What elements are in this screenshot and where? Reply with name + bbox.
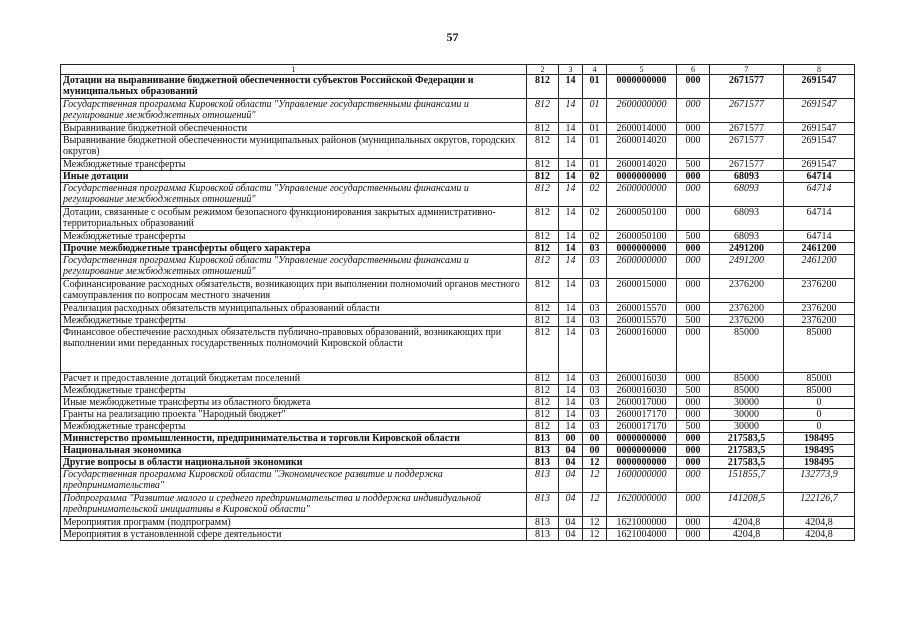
row-amount-year2: 122126,7: [784, 493, 855, 517]
row-expense-type: 000: [677, 171, 710, 183]
row-name: Министерство промышленности, предпринимательства и торговли Кировской области: [61, 433, 527, 445]
table-row: [61, 207, 855, 231]
row-subsection: 03: [583, 397, 607, 409]
row-expense-type: 000: [677, 457, 710, 469]
row-section: 14: [559, 231, 583, 243]
row-admin-code: 813: [527, 469, 559, 493]
row-expense-type: 000: [677, 445, 710, 457]
row-name: Выравнивание бюджетной обеспеченности: [61, 123, 527, 135]
row-amount-year1: 2671577: [710, 135, 784, 159]
column-header: 5: [607, 65, 677, 75]
row-expense-type: 500: [677, 385, 710, 397]
row-admin-code: 812: [527, 315, 559, 327]
row-amount-year1: 2671577: [710, 99, 784, 123]
row-section: 14: [559, 243, 583, 255]
table-row: [61, 433, 855, 445]
row-subsection: 12: [583, 469, 607, 493]
row-amount-year1: 151855,7: [710, 469, 784, 493]
row-admin-code: 812: [527, 279, 559, 303]
row-amount-year2: 64714: [784, 231, 855, 243]
row-name: Расчет и предоставление дотаций бюджетам поселений: [61, 373, 527, 385]
table-row: [61, 385, 855, 397]
row-subsection: 03: [583, 315, 607, 327]
row-target-code: 0000000000: [607, 243, 677, 255]
row-name: Межбюджетные трансферты: [61, 421, 527, 433]
row-amount-year1: 217583,5: [710, 445, 784, 457]
row-subsection: 02: [583, 183, 607, 207]
row-amount-year1: 2671577: [710, 75, 784, 99]
row-subsection: 03: [583, 421, 607, 433]
row-expense-type: 000: [677, 279, 710, 303]
row-name: Подпрограмма "Развитие малого и среднего предпринимательства и поддержка индивидуальной предпринимательской инициативы в Кировской области": [61, 493, 527, 517]
table-row: [61, 135, 855, 159]
row-name: Межбюджетные трансферты: [61, 231, 527, 243]
row-amount-year2: 2461200: [784, 243, 855, 255]
row-amount-year1: 68093: [710, 183, 784, 207]
row-section: 04: [559, 517, 583, 529]
row-target-code: 0000000000: [607, 433, 677, 445]
row-target-code: 2600000000: [607, 255, 677, 279]
row-subsection: 12: [583, 457, 607, 469]
row-target-code: 0000000000: [607, 171, 677, 183]
row-amount-year2: 2376200: [784, 279, 855, 303]
row-name: Государственная программа Кировской области "Управление государственными финансами и регулирование межбюджетных отношений": [61, 183, 527, 207]
row-name: Реализация расходных обязательств муниципальных образований области: [61, 303, 527, 315]
row-section: 14: [559, 171, 583, 183]
row-section: 14: [559, 75, 583, 99]
row-subsection: 03: [583, 373, 607, 385]
table-row: [61, 255, 855, 279]
row-amount-year1: 85000: [710, 385, 784, 397]
table-row: [61, 409, 855, 421]
row-subsection: 12: [583, 517, 607, 529]
row-subsection: 01: [583, 123, 607, 135]
table-row: [61, 171, 855, 183]
table-row: [61, 303, 855, 315]
row-name: Государственная программа Кировской области "Управление государственными финансами и регулирование межбюджетных отношений": [61, 255, 527, 279]
row-section: 14: [559, 409, 583, 421]
row-admin-code: 812: [527, 183, 559, 207]
row-amount-year1: 2491200: [710, 255, 784, 279]
row-amount-year2: 2376200: [784, 303, 855, 315]
row-amount-year1: 85000: [710, 373, 784, 385]
row-section: 14: [559, 207, 583, 231]
row-amount-year1: 2671577: [710, 159, 784, 171]
row-section: 14: [559, 255, 583, 279]
row-admin-code: 812: [527, 255, 559, 279]
column-header: 6: [677, 65, 710, 75]
row-admin-code: 812: [527, 135, 559, 159]
table-row: [61, 469, 855, 493]
row-section: 00: [559, 433, 583, 445]
row-amount-year2: 2691547: [784, 75, 855, 99]
row-name: Финансовое обеспечение расходных обязательств публично-правовых образований, возникающих при выполнении ими переданных государственных полномочий Кировской области: [61, 327, 527, 373]
row-admin-code: 813: [527, 493, 559, 517]
row-expense-type: 000: [677, 255, 710, 279]
row-amount-year2: 4204,8: [784, 517, 855, 529]
row-admin-code: 813: [527, 457, 559, 469]
row-subsection: 03: [583, 243, 607, 255]
row-target-code: 2600017170: [607, 409, 677, 421]
row-amount-year1: 30000: [710, 421, 784, 433]
row-name: Межбюджетные трансферты: [61, 315, 527, 327]
row-admin-code: 812: [527, 243, 559, 255]
row-expense-type: 000: [677, 183, 710, 207]
row-name: Гранты на реализацию проекта "Народный бюджет": [61, 409, 527, 421]
row-target-code: 2600050100: [607, 207, 677, 231]
table-row: [61, 183, 855, 207]
row-amount-year2: 64714: [784, 183, 855, 207]
table-row: [61, 315, 855, 327]
row-admin-code: 812: [527, 99, 559, 123]
row-section: 14: [559, 315, 583, 327]
row-amount-year1: 30000: [710, 409, 784, 421]
row-expense-type: 000: [677, 123, 710, 135]
row-subsection: 00: [583, 445, 607, 457]
row-subsection: 12: [583, 529, 607, 541]
header-row: [61, 65, 855, 75]
row-subsection: 03: [583, 255, 607, 279]
table-row: [61, 159, 855, 171]
row-admin-code: 812: [527, 303, 559, 315]
row-section: 14: [559, 421, 583, 433]
row-subsection: 01: [583, 159, 607, 171]
row-section: 04: [559, 445, 583, 457]
row-amount-year1: 4204,8: [710, 517, 784, 529]
row-admin-code: 812: [527, 373, 559, 385]
row-target-code: 2600000000: [607, 99, 677, 123]
row-admin-code: 813: [527, 529, 559, 541]
row-expense-type: 000: [677, 469, 710, 493]
row-expense-type: 000: [677, 433, 710, 445]
row-name: Другие вопросы в области национальной экономики: [61, 457, 527, 469]
row-admin-code: 812: [527, 75, 559, 99]
row-amount-year2: 2376200: [784, 315, 855, 327]
row-target-code: 1620000000: [607, 493, 677, 517]
row-expense-type: 500: [677, 315, 710, 327]
row-name: Мероприятия программ (подпрограмм): [61, 517, 527, 529]
row-subsection: 03: [583, 409, 607, 421]
row-name: Иные межбюджетные трансферты из областного бюджета: [61, 397, 527, 409]
table-row: [61, 327, 855, 373]
row-target-code: 2600015000: [607, 279, 677, 303]
row-expense-type: 000: [677, 409, 710, 421]
row-target-code: 2600014000: [607, 123, 677, 135]
row-amount-year1: 2376200: [710, 303, 784, 315]
table-row: [61, 75, 855, 99]
row-expense-type: 500: [677, 231, 710, 243]
row-section: 04: [559, 469, 583, 493]
row-expense-type: 000: [677, 207, 710, 231]
row-section: 14: [559, 327, 583, 373]
row-admin-code: 812: [527, 159, 559, 171]
row-admin-code: 813: [527, 445, 559, 457]
row-target-code: 0000000000: [607, 457, 677, 469]
row-section: 14: [559, 303, 583, 315]
table-row: [61, 99, 855, 123]
table-row: [61, 231, 855, 243]
row-amount-year1: 2671577: [710, 123, 784, 135]
row-name: Межбюджетные трансферты: [61, 159, 527, 171]
row-expense-type: 000: [677, 303, 710, 315]
row-amount-year2: 85000: [784, 327, 855, 373]
table-body: [61, 65, 855, 541]
page-number: 57: [446, 30, 459, 44]
row-section: 04: [559, 493, 583, 517]
row-amount-year2: 2691547: [784, 135, 855, 159]
row-amount-year2: 2691547: [784, 159, 855, 171]
row-target-code: 2600016030: [607, 385, 677, 397]
row-admin-code: 812: [527, 421, 559, 433]
budget-table: [60, 64, 855, 541]
row-amount-year1: 30000: [710, 397, 784, 409]
table-row: [61, 445, 855, 457]
row-target-code: 1600000000: [607, 469, 677, 493]
row-name: Государственная программа Кировской области "Экономическое развитие и поддержка предпринимательства": [61, 469, 527, 493]
row-admin-code: 812: [527, 327, 559, 373]
row-subsection: 03: [583, 303, 607, 315]
column-header: 4: [583, 65, 607, 75]
row-section: 14: [559, 183, 583, 207]
table-row: [61, 457, 855, 469]
row-amount-year2: 132773,9: [784, 469, 855, 493]
row-amount-year1: 2376200: [710, 315, 784, 327]
row-name: Дотации, связанные с особым режимом безопасного функционирования закрытых административно-территориальных образований: [61, 207, 527, 231]
row-section: 04: [559, 457, 583, 469]
row-section: 14: [559, 373, 583, 385]
row-expense-type: 000: [677, 517, 710, 529]
row-target-code: 2600017170: [607, 421, 677, 433]
row-admin-code: 812: [527, 171, 559, 183]
row-name: Прочие межбюджетные трансферты общего характера: [61, 243, 527, 255]
table-row: [61, 243, 855, 255]
row-target-code: 0000000000: [607, 75, 677, 99]
row-subsection: 01: [583, 75, 607, 99]
column-header: 2: [527, 65, 559, 75]
row-amount-year2: 0: [784, 409, 855, 421]
column-header: 7: [710, 65, 784, 75]
row-target-code: 2600014020: [607, 159, 677, 171]
row-name: Выравнивание бюджетной обеспеченности муниципальных районов (муниципальных округов, городских округов): [61, 135, 527, 159]
row-amount-year1: 68093: [710, 207, 784, 231]
row-amount-year1: 4204,8: [710, 529, 784, 541]
row-subsection: 02: [583, 171, 607, 183]
row-target-code: 0000000000: [607, 445, 677, 457]
row-amount-year2: 0: [784, 421, 855, 433]
row-expense-type: 000: [677, 99, 710, 123]
row-target-code: 1621004000: [607, 529, 677, 541]
row-subsection: 03: [583, 279, 607, 303]
row-section: 14: [559, 135, 583, 159]
row-target-code: 2600016000: [607, 327, 677, 373]
row-amount-year2: 2691547: [784, 99, 855, 123]
row-admin-code: 812: [527, 409, 559, 421]
row-name: Межбюджетные трансферты: [61, 385, 527, 397]
row-expense-type: 000: [677, 529, 710, 541]
row-target-code: 2600016030: [607, 373, 677, 385]
row-subsection: 01: [583, 99, 607, 123]
column-header: 8: [784, 65, 855, 75]
row-amount-year1: 2376200: [710, 279, 784, 303]
row-amount-year1: 217583,5: [710, 457, 784, 469]
row-expense-type: 000: [677, 327, 710, 373]
row-expense-type: 500: [677, 421, 710, 433]
row-target-code: 2600050100: [607, 231, 677, 243]
row-amount-year2: 64714: [784, 171, 855, 183]
row-expense-type: 000: [677, 493, 710, 517]
row-expense-type: 000: [677, 135, 710, 159]
table-row: [61, 517, 855, 529]
row-admin-code: 812: [527, 123, 559, 135]
row-name: Государственная программа Кировской области "Управление государственными финансами и регулирование межбюджетных отношений": [61, 99, 527, 123]
row-amount-year2: 85000: [784, 385, 855, 397]
row-expense-type: 500: [677, 159, 710, 171]
row-subsection: 12: [583, 493, 607, 517]
row-admin-code: 812: [527, 207, 559, 231]
table-row: [61, 493, 855, 517]
table-row: [61, 123, 855, 135]
row-amount-year2: 0: [784, 397, 855, 409]
row-admin-code: 812: [527, 385, 559, 397]
row-subsection: 03: [583, 385, 607, 397]
row-name: Национальная экономика: [61, 445, 527, 457]
row-amount-year2: 4204,8: [784, 529, 855, 541]
row-name: Дотации на выравнивание бюджетной обеспеченности субъектов Российской Федерации и муниципальных образований: [61, 75, 527, 99]
row-section: 14: [559, 397, 583, 409]
row-target-code: 2600015570: [607, 315, 677, 327]
row-amount-year1: 141208,5: [710, 493, 784, 517]
row-amount-year1: 68093: [710, 231, 784, 243]
row-section: 14: [559, 279, 583, 303]
row-expense-type: 000: [677, 243, 710, 255]
row-target-code: 2600000000: [607, 183, 677, 207]
row-subsection: 00: [583, 433, 607, 445]
row-amount-year2: 198495: [784, 457, 855, 469]
row-subsection: 02: [583, 231, 607, 243]
row-target-code: 2600015570: [607, 303, 677, 315]
row-expense-type: 000: [677, 75, 710, 99]
row-section: 14: [559, 123, 583, 135]
row-name: Софинансирование расходных обязательств, возникающих при выполнении полномочий органов местного самоуправления по вопросам местного значения: [61, 279, 527, 303]
table-row: [61, 279, 855, 303]
table-row: [61, 373, 855, 385]
row-amount-year1: 68093: [710, 171, 784, 183]
row-amount-year1: 85000: [710, 327, 784, 373]
column-header: 1: [61, 65, 527, 75]
table-row: [61, 421, 855, 433]
row-section: 14: [559, 385, 583, 397]
row-expense-type: 000: [677, 373, 710, 385]
row-target-code: 2600014020: [607, 135, 677, 159]
row-amount-year2: 2691547: [784, 123, 855, 135]
row-subsection: 01: [583, 135, 607, 159]
row-subsection: 02: [583, 207, 607, 231]
row-section: 04: [559, 529, 583, 541]
row-admin-code: 812: [527, 397, 559, 409]
table-row: [61, 529, 855, 541]
table-row: [61, 397, 855, 409]
row-admin-code: 813: [527, 517, 559, 529]
row-subsection: 03: [583, 327, 607, 373]
row-amount-year2: 85000: [784, 373, 855, 385]
row-name: Иные дотации: [61, 171, 527, 183]
row-admin-code: 812: [527, 231, 559, 243]
row-section: 14: [559, 99, 583, 123]
row-amount-year2: 64714: [784, 207, 855, 231]
row-target-code: 2600017000: [607, 397, 677, 409]
row-expense-type: 000: [677, 397, 710, 409]
row-name: Мероприятия в установленной сфере деятельности: [61, 529, 527, 541]
row-target-code: 1621000000: [607, 517, 677, 529]
row-amount-year1: 2491200: [710, 243, 784, 255]
row-section: 14: [559, 159, 583, 171]
row-amount-year2: 198495: [784, 445, 855, 457]
row-admin-code: 813: [527, 433, 559, 445]
row-amount-year2: 2461200: [784, 255, 855, 279]
row-amount-year1: 217583,5: [710, 433, 784, 445]
column-header: 3: [559, 65, 583, 75]
row-amount-year2: 198495: [784, 433, 855, 445]
